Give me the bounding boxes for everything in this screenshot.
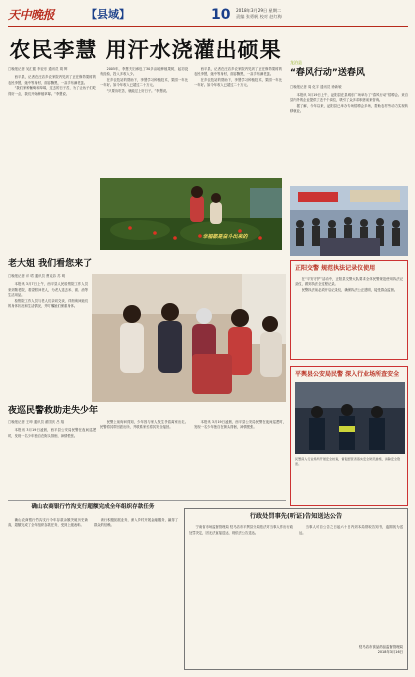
main-story-para: 在乡农技站的帮助下，李慧学习种植技术，果园一年比一年好。如今年收入已超过二十万元。 <box>194 78 282 88</box>
elderly-visit-para: 检察院工作人员与老人们亲切交谈，详细询问她们的身体状况和生活情况，并叮嘱她们保重身体。 <box>8 298 88 308</box>
night-patrol-para: 本报讯 3月19日凌晨，西平县公安局民警在夜间巡逻时，发现一名少年独自在街头徘徊，神情慌张。 <box>194 420 286 430</box>
night-patrol-byline: □晚报记者 王坤 通讯员 翟国庆 吕 翔 <box>8 420 65 424</box>
bank-story-col-1 <box>8 518 88 668</box>
elderly-visit-para: 本报讯 3月7日上午，西平县人民检察院工作人员来到敬老院，看望慰问老人，为老人送去米、面、油等生活用品。 <box>8 282 88 297</box>
elderly-visit-title: 老大姐 我们看您来了 <box>8 259 93 269</box>
traffic-police-box <box>290 260 408 360</box>
section-divider <box>8 500 286 501</box>
right-column-para: 本报讯 3月19日上午，泌阳县在县城东广场举办了“春风行动”招聘会。来自县内外的企业提供了近千个岗位，吸引了众多求职者前来咨询。 <box>290 92 408 103</box>
bank-story-para: 确山农商银行竹沟支行今年存款余额突破历史新高，超额完成了全年组织存款任务，受到上级表彰。 <box>8 518 88 528</box>
notice-para: 当事人可自公告之日起六十日内到本局领取告知书，逾期视为送达。 <box>299 525 403 535</box>
right-column-para: 据了解，今年以来，泌阳县已举办专场招聘会多场，帮助农村劳动力实现转移就业。 <box>290 104 408 114</box>
notice-box <box>184 508 408 670</box>
section-name: 【县域】 <box>86 8 130 21</box>
night-patrol-col-1 <box>8 420 96 495</box>
main-story-para: “只要肯吃苦，就能过上好日子。”李慧说。 <box>106 89 170 94</box>
newspaper-logo: 天中晚报 <box>8 8 55 22</box>
night-patrol-para: 民警上前询问得知，少年因与家人发生矛盾离家出走。民警将其带回派出所，并联系家长将其安全接回。 <box>100 420 188 430</box>
main-story-para: 在乡农技站的帮助下，李慧学习种植技术，果园一年比一年好。如今年收入已超过二十万元。 <box>100 78 188 88</box>
main-story-para: 西平县，记者在汪店乡农家院内见到了正在修剪果树的农民李慧，她中等身材，面容黝黑，一双手布满老茧。 <box>194 67 282 77</box>
night-patrol-col-2 <box>100 420 188 495</box>
traffic-box-para: 在“平安守护”活动中，正阳县交警大队要求全体民警规范使用执法记录仪，做到执法全过程记录。 <box>295 277 403 287</box>
notice-body <box>189 525 403 643</box>
bank-story-col-2 <box>94 518 178 668</box>
job-fair-photo <box>290 186 408 256</box>
right-column-byline: □晚报记者 周 化宇 通讯员 徐新敏 <box>290 84 342 89</box>
main-story-byline: □晚报记者 吴汇健 李亚东 通讯员 胡 辉 <box>8 67 68 71</box>
police-station-box <box>290 366 408 506</box>
notice-title: 行政处罚事先(听证)告知送达公告 <box>249 513 343 520</box>
main-story-para: 2005年，李慧夫妇承包了30多亩地种植果树，起初没有经验，投入多收入少。 <box>100 67 188 77</box>
notice-sign: 驻马店市食品药品监督管理局 <box>358 645 403 650</box>
strawberry-photo <box>100 178 282 250</box>
right-column-title: “春风行动”送春风 <box>290 68 365 79</box>
bank-story <box>8 504 178 516</box>
night-patrol-col-3 <box>194 420 286 495</box>
night-patrol-section <box>8 405 286 421</box>
main-headline: 农民李慧 用汗水浇灌出硕果 <box>9 38 282 62</box>
main-story-col-1 <box>8 67 96 247</box>
page-number: 10 <box>211 7 231 23</box>
police-box-title: 平舆县公安局民警 深入行业场所查安全 <box>295 371 400 378</box>
traffic-box-para: 民警执法前必须开启记录仪，确保执法公正透明，接受群众监督。 <box>301 288 398 293</box>
police-check-photo <box>295 382 405 454</box>
masthead <box>8 5 408 27</box>
elderly-visit-byline: □晚报记者 评 珺 通讯员 曹克彩 苏 明 <box>8 274 66 278</box>
elderly-visit-section <box>8 258 286 275</box>
main-story-col-3 <box>194 67 282 177</box>
right-column-tag: 龙泊县 <box>290 60 302 65</box>
photo-caption-overlay: 幸福都是奋斗出来的 <box>202 234 248 240</box>
right-column-body <box>290 85 408 115</box>
night-patrol-title: 夜巡民警救助走失少年 <box>8 406 99 416</box>
right-column <box>290 60 408 115</box>
notice-para: 宁南省市场监督管理局 驻马店市平舆县分局依法对当事人作出行政处罚决定，因无法直接送达，现依法公告送达。 <box>189 525 293 535</box>
date-line: 2018年3月29日 星期二 <box>236 8 282 13</box>
traffic-box-body <box>295 277 403 345</box>
elderly-visit-text <box>8 274 88 399</box>
notice-date: 2018年3月16日 <box>377 649 403 654</box>
date-info <box>236 8 282 21</box>
bank-story-para: 该行积极拓展业务，深入乡村开展金融服务，赢得了群众的信赖。 <box>94 518 178 528</box>
police-box-caption: 民警深入行业场所开展安全检查，督促经营者落实安全防范措施，消除安全隐患。 <box>295 457 401 466</box>
bank-story-title: 确山农商银行竹沟支行超额完成全年组织存款任务 <box>31 504 155 510</box>
night-patrol-para: 本报讯 3月19日凌晨，西平县公安局民警在夜间巡逻时，发现一名少年独自在街头徘徊，神情慌张。 <box>8 428 96 438</box>
traffic-box-title: 正阳交警 规范执法记录仪使用 <box>295 265 376 272</box>
main-story-para: 西平县，记者在汪店乡农家院内见到了正在修剪果树的农民李慧，她中等身材，面容黝黑，一双手布满老茧。 <box>8 75 96 85</box>
editor-line: 责编 张勇帆 校对 赵红梅 <box>236 14 282 20</box>
elderly-visit-photo <box>92 274 286 402</box>
main-story-para: “我们家种葡萄和草莓，过去的日子苦，为了让孩子们吃得好一点，我们开始种植草莓。”李慧说。 <box>8 86 96 96</box>
